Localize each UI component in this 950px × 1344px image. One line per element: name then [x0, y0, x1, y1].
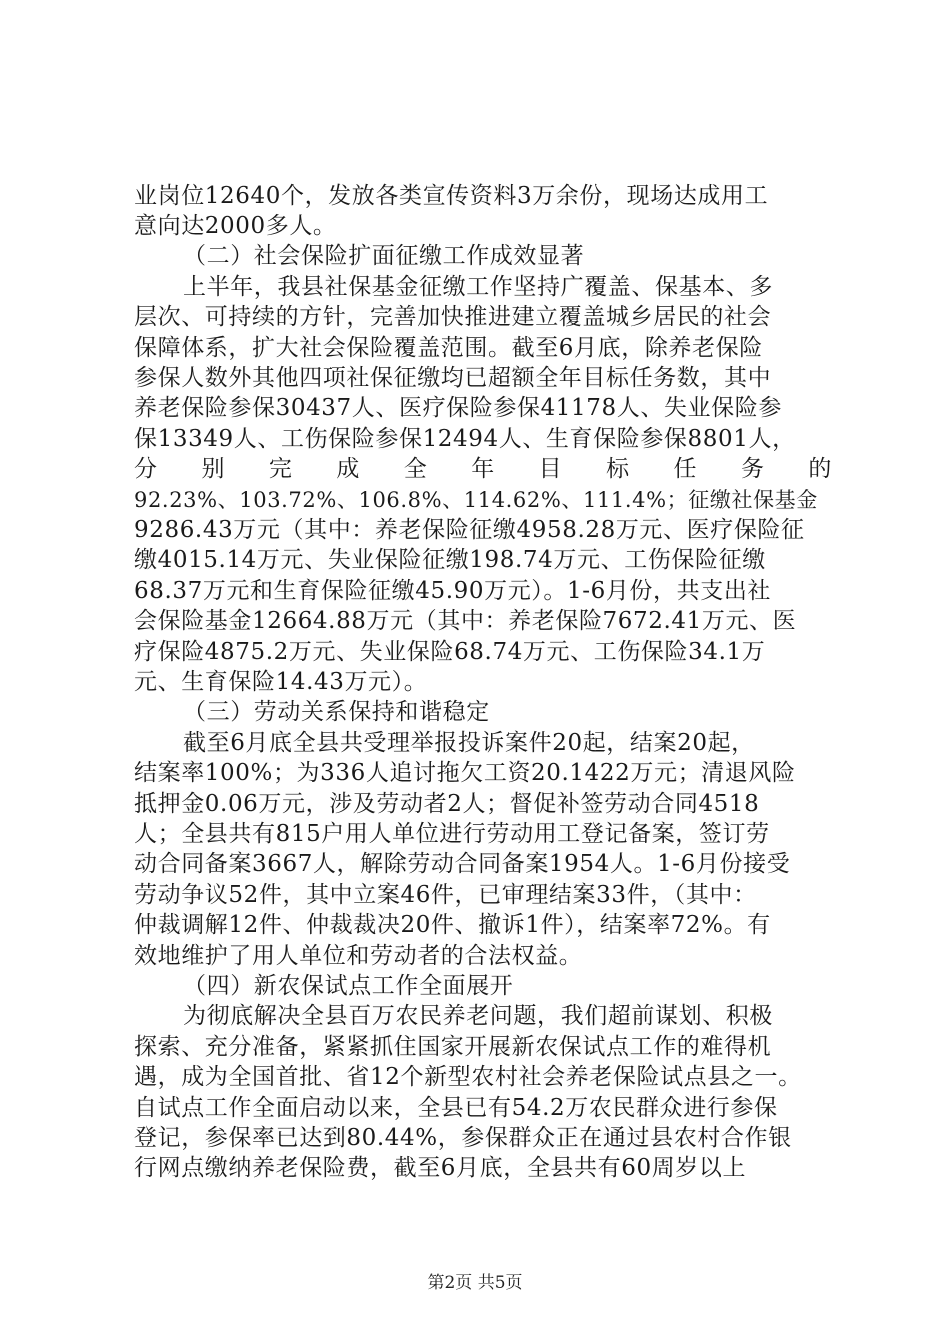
text-line: 登记，参保率已达到80.44%，参保群众正在通过县农村合作银	[134, 1125, 792, 1151]
text-line: 68.37万元和生育保险征缴45.90万元）。1-6月份，共支出社	[134, 578, 772, 604]
text-line: 分别完成全年目标任务的	[134, 456, 832, 482]
text-line: 劳动争议52件，其中立案46件，已审理结案33件，（其中：	[134, 882, 757, 908]
text-line: 结案率100%；为336人追讨拖欠工资20.1422万元；清退风险	[134, 760, 796, 786]
text-line: 参保人数外其他四项社保征缴均已超额全年目标任务数，其中	[134, 365, 772, 391]
text-line: 缴4015.14万元、失业保险征缴198.74万元、工伤保险征缴	[134, 547, 766, 573]
section-heading: （二）社会保险扩面征缴工作成效显著	[183, 243, 585, 269]
text-line: 人；全县共有815户用人单位进行劳动用工登记备案，签订劳	[134, 821, 770, 847]
text-line: 为彻底解决全县百万农民养老问题，我们超前谋划、积极	[183, 1003, 773, 1029]
text-line: 行网点缴纳养老保险费，截至6月底，全县共有60周岁以上	[134, 1155, 747, 1181]
text-line: 动合同备案3667人，解除劳动合同备案1954人。1-6月份接受	[134, 851, 791, 877]
text-line: 遇，成为全国首批、省12个新型农村社会养老保险试点县之一。	[134, 1064, 802, 1090]
text-line: 截至6月底全县共受理举报投诉案件20起，结案20起，	[183, 730, 755, 756]
text-line: 保13349人、工伤保险参保12494人、生育保险参保8801人，	[134, 426, 796, 452]
text-line: 意向达2000多人。	[134, 213, 337, 239]
text-line: 元、生育保险14.43万元）。	[134, 669, 428, 695]
section-heading: （三）劳动关系保持和谐稳定	[183, 699, 490, 725]
text-line: 养老保险参保30437人、医疗保险参保41178人、失业保险参	[134, 395, 782, 421]
text-line: 仲裁调解12件、仲裁裁决20件、撤诉1件），结案率72%。有	[134, 912, 771, 938]
text-line: 疗保险4875.2万元、失业保险68.74万元、工伤保险34.1万	[134, 639, 766, 665]
text-line: 上半年，我县社保基金征缴工作坚持广覆盖、保基本、多	[183, 274, 773, 300]
text-line: 会保险基金12664.88万元（其中：养老保险7672.41万元、医	[134, 608, 797, 634]
text-line: 9286.43万元（其中：养老保险征缴4958.28万元、医疗保险征	[134, 517, 805, 543]
text-line: 效地维护了用人单位和劳动者的合法权益。	[134, 943, 583, 969]
text-line: 保障体系，扩大社会保险覆盖范围。截至6月底，除养老保险	[134, 335, 763, 361]
text-line: 探索、充分准备，紧紧抓住国家开展新农保试点工作的难得机	[134, 1034, 772, 1060]
text-line: 92.23%、103.72%、106.8%、114.62%、111.4%；征缴社保基金	[134, 488, 818, 512]
text-line: 自试点工作全面启动以来，全县已有54.2万农民群众进行参保	[134, 1095, 778, 1121]
text-line: 层次、可持续的方针，完善加快推进建立覆盖城乡居民的社会	[134, 304, 772, 330]
text-line: 业岗位12640个，发放各类宣传资料3万余份，现场达成用工	[134, 183, 769, 209]
section-heading: （四）新农保试点工作全面展开	[183, 973, 514, 999]
text-line: 抵押金0.06万元，涉及劳动者2人；督促补签劳动合同4518	[134, 791, 760, 817]
page-footer: 第2页 共5页	[427, 1273, 523, 1293]
